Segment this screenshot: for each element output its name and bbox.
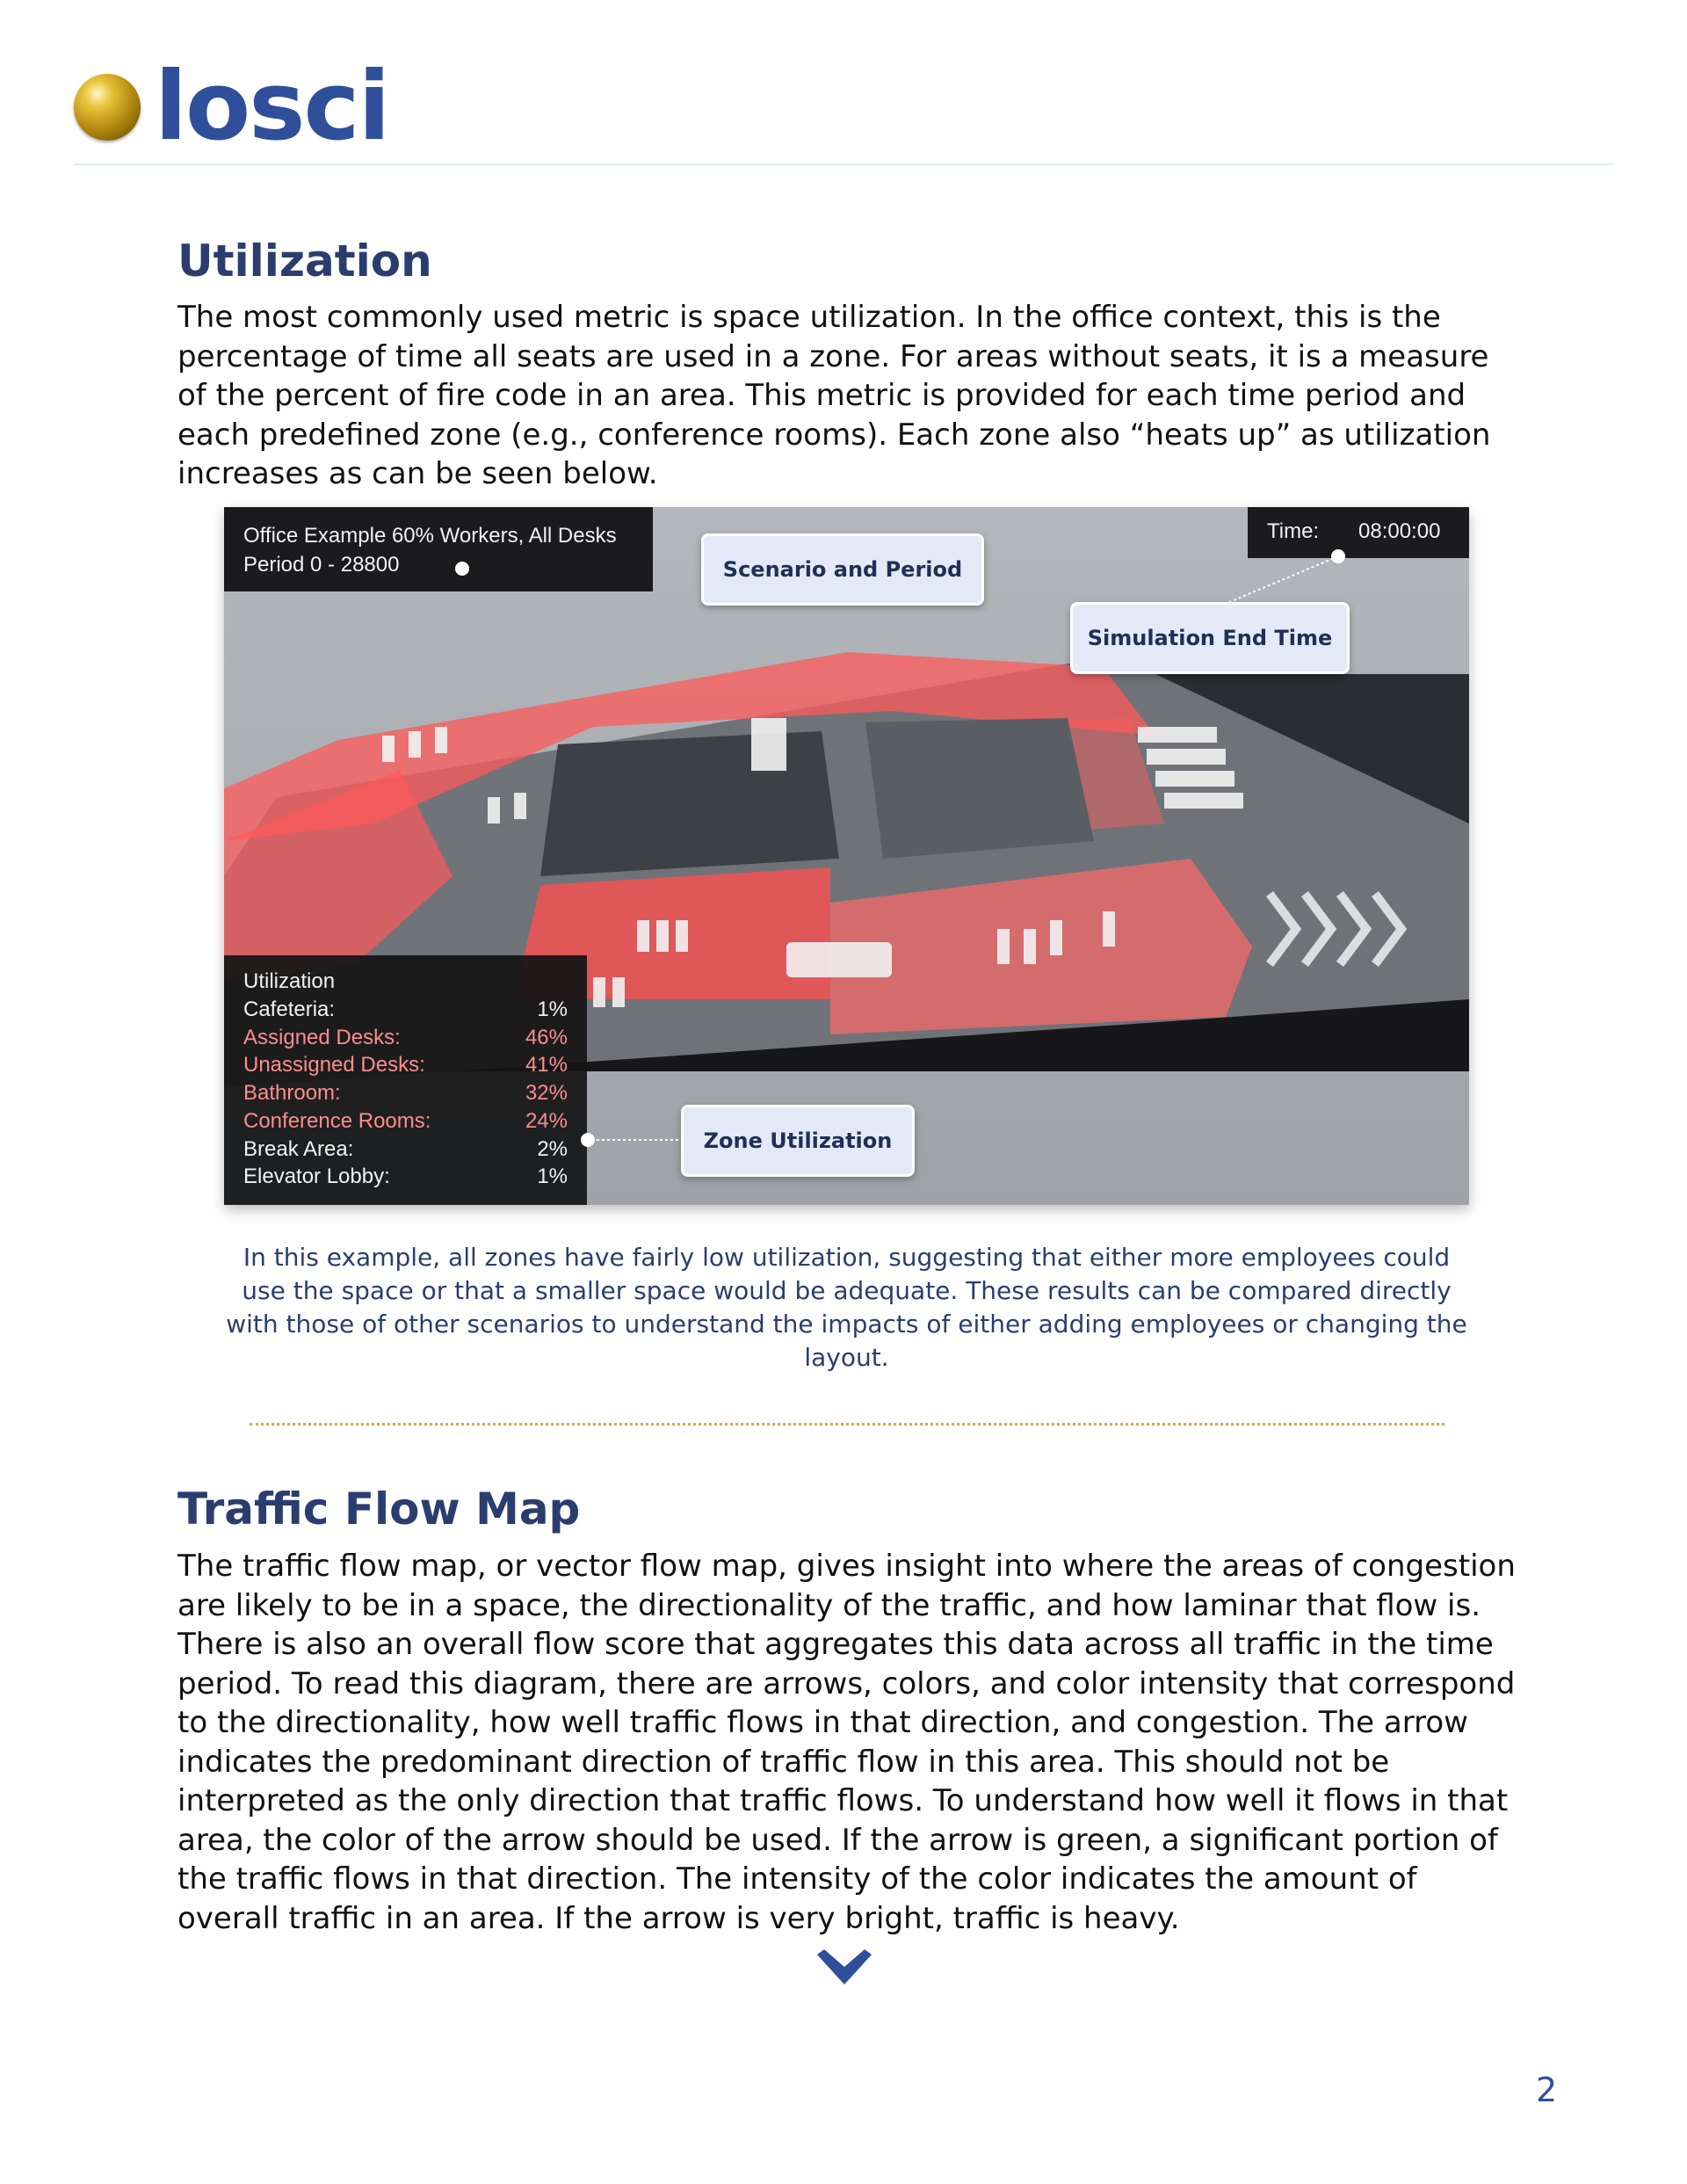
zone-row-cafeteria xyxy=(243,996,568,1024)
zone-value: 24% xyxy=(525,1108,568,1133)
zone-name: Assigned Desks: xyxy=(243,1025,401,1049)
time-readout xyxy=(1248,507,1469,558)
section-divider xyxy=(250,1423,1444,1426)
zone-row-conference-rooms xyxy=(243,1107,568,1136)
zone-value: 1% xyxy=(537,1165,568,1189)
period-range: Period 0 - 28800 xyxy=(243,553,400,577)
section-heading-traffic-flow-map: Traffic Flow Map xyxy=(177,1484,581,1535)
utilization-paragraph: The most commonly used metric is space utilization. In the office context, this is the percentage of time all seats are used in a zone. For areas without seats, it is a measure of the percent of fire code in an area. This metric is provided for each time period and each predefined zone (e.g., conference rooms). Each zone also “heats up” as utilization increases as can be seen below. xyxy=(177,300,1491,491)
time-label: Time: xyxy=(1267,519,1320,543)
zone-row-assigned-desks xyxy=(243,1024,568,1052)
utilization-panel-heading: Utilization xyxy=(243,969,336,993)
traffic-flow-paragraph: The traffic flow map, or vector flow map, gives insight into where the areas of congestion are likely to be in a space, the directionality of the traffic, and how laminar that flow is. There is also an overall flow score that aggregates this data across all traffic in the time period. To read this diagram, there are arrows, colors, and color intensity that correspond to the directionality, how well traffic flows in that direction, and congestion. The arrow indicates the predominant direction of traffic flow in this area. This should not be interpreted as the only direction that traffic flows. To understand how well it flows in that area, the color of the arrow should be used. If the arrow is green, a significant portion of the traffic flows in that direction. The intensity of the color indicates the amount of overall traffic in an area. If the arrow is very bright, traffic is heavy. xyxy=(177,1549,1516,1936)
zone-name: Cafeteria: xyxy=(243,998,336,1021)
zone-value: 32% xyxy=(525,1081,568,1106)
zone-value: 41% xyxy=(525,1053,568,1077)
callout-scenario-period: Scenario and Period xyxy=(701,533,984,606)
zone-name: Break Area: xyxy=(243,1136,354,1161)
callout-zone-utilization: Zone Utilization xyxy=(681,1105,915,1177)
logo-sphere-icon xyxy=(74,74,141,141)
zone-name: Bathroom: xyxy=(243,1081,341,1106)
utilization-figure xyxy=(224,507,1469,1205)
callout-simulation-end-time: Simulation End Time xyxy=(1070,602,1350,674)
zone-value: 2% xyxy=(537,1136,568,1161)
time-value: 08:00:00 xyxy=(1358,519,1441,543)
zone-utilization-panel xyxy=(224,955,587,1205)
zone-marker-dot xyxy=(581,1133,595,1147)
header-divider xyxy=(74,163,1613,165)
chevron-down-icon[interactable] xyxy=(817,1949,872,1986)
zone-row-bathroom xyxy=(243,1079,568,1107)
zone-row-elevator-lobby xyxy=(243,1163,568,1191)
time-marker-dot xyxy=(1331,549,1345,563)
zone-value: 1% xyxy=(537,998,568,1021)
zone-value: 46% xyxy=(525,1025,568,1049)
zone-row-unassigned-desks xyxy=(243,1051,568,1079)
scenario-marker-dot xyxy=(455,562,469,576)
figure-caption: In this example, all zones have fairly low utilization, suggesting that either more employees could use the space or that a smaller space would be adequate. These results can be compared directly with those of other scenarios to understand the impacts of either adding employees or changing the layout. xyxy=(226,1243,1467,1372)
logo-text: losci xyxy=(155,52,389,162)
zone-row-break-area xyxy=(243,1136,568,1164)
scenario-period-label xyxy=(224,507,653,591)
section-heading-utilization: Utilization xyxy=(177,236,432,287)
zone-name: Elevator Lobby: xyxy=(243,1165,390,1189)
logo xyxy=(74,52,389,162)
scenario-name: Office Example 60% Workers, All Desks xyxy=(243,524,617,548)
zone-name: Conference Rooms: xyxy=(243,1108,431,1133)
page-number: 2 xyxy=(1536,2071,1558,2109)
zone-name: Unassigned Desks: xyxy=(243,1053,425,1077)
